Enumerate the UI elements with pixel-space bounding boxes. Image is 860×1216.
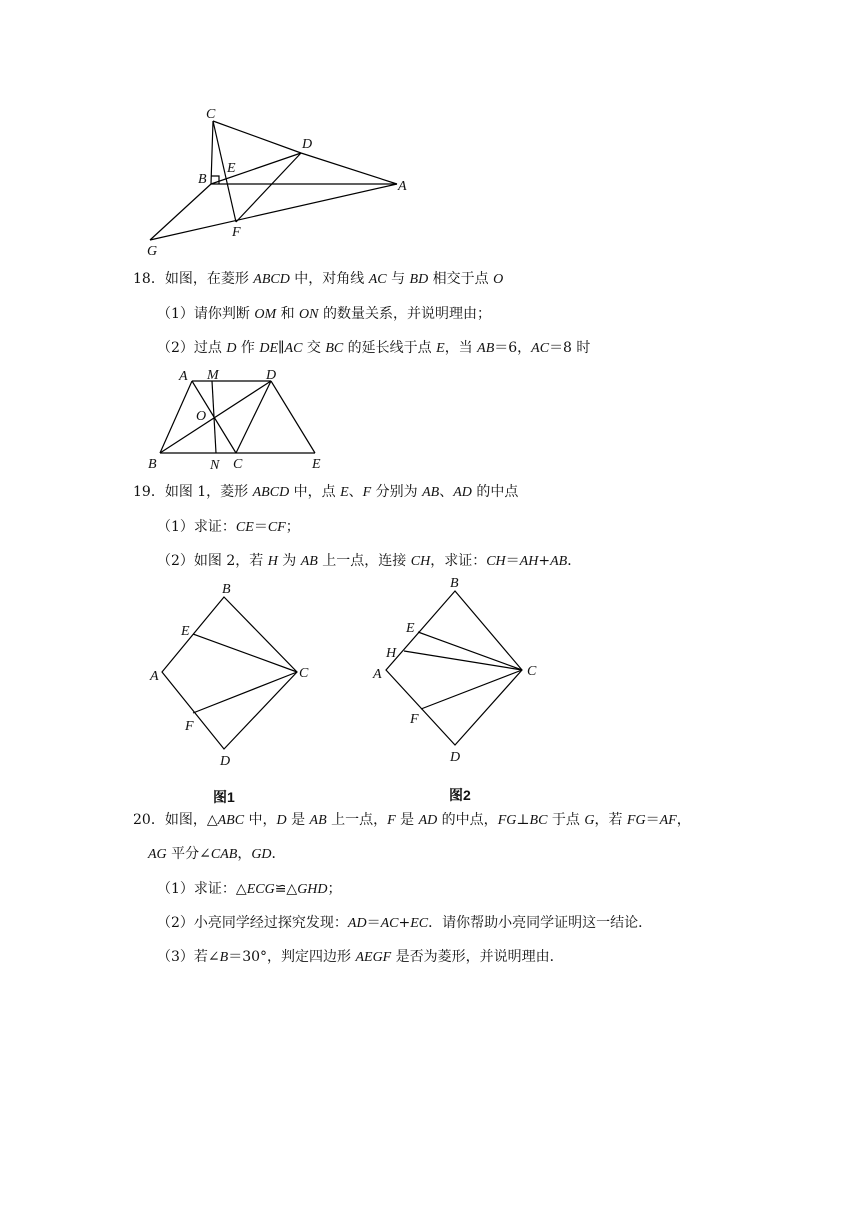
label-f: F: [410, 712, 419, 727]
figure-18: [0, 360, 860, 475]
q20-part-3: （3）若∠B＝30°，判定四边形 AEGF 是否为菱形，并说明理由．: [157, 949, 564, 965]
label-n: N: [210, 458, 220, 473]
label-e: E: [181, 624, 190, 639]
label-d: D: [302, 137, 313, 152]
q20-part-2: （2）小亮同学经过探究发现：AD＝AC+EC．请你帮助小亮同学证明这一结论．: [157, 915, 653, 931]
rhombus: [386, 591, 522, 745]
label-b: B: [198, 172, 207, 187]
caption-figure-2: 图2: [449, 787, 471, 803]
q19-stem: 19．如图 1，菱形 ABCD 中，点 E、F 分别为 AB、AD 的中点: [133, 484, 519, 500]
label-h: H: [386, 646, 397, 661]
segment: [211, 153, 301, 184]
label-e: E: [312, 457, 321, 472]
segment: [404, 651, 522, 670]
label-f: F: [185, 719, 194, 734]
label-d: D: [266, 368, 277, 383]
label-b: B: [450, 576, 459, 591]
segment: [150, 184, 211, 240]
label-a: A: [373, 667, 382, 682]
label-e: E: [227, 161, 236, 176]
q18-part-2: （2）过点 D 作 DE∥AC 交 BC 的延长线于点 E，当 AB＝6，AC＝8 时: [157, 340, 591, 356]
label-o: O: [196, 409, 207, 424]
label-a: A: [150, 669, 159, 684]
label-c: C: [233, 457, 243, 472]
label-e: E: [406, 621, 415, 636]
label-c: C: [299, 666, 309, 681]
q19-part-2: （2）如图 2，若 H 为 AB 上一点，连接 CH，求证：CH＝AH+AB．: [157, 553, 582, 569]
label-g: G: [147, 244, 158, 259]
segment: [150, 184, 397, 240]
label-m: M: [207, 368, 219, 383]
label-a: A: [398, 179, 407, 194]
q19-part-1: （1）求证：CE＝CF；: [157, 519, 300, 535]
label-d: D: [450, 750, 461, 765]
label-a: A: [179, 369, 188, 384]
figure-19-2: [0, 575, 860, 810]
segment: [236, 153, 301, 222]
segment: [211, 121, 213, 184]
segment: [421, 670, 522, 709]
q18-stem: 18．如图，在菱形 ABCD 中，对角线 AC 与 BD 相交于点 O: [133, 271, 504, 287]
label-b: B: [222, 582, 231, 597]
segment: [213, 121, 301, 153]
q20-part-1: （1）求证：△ECG≌△GHD；: [157, 881, 342, 897]
label-f: F: [232, 225, 241, 240]
q20-stem-line-2: AG 平分∠CAB，GD．: [148, 846, 286, 862]
q20-stem: 20．如图，△ABC 中，D 是 AB 上一点，F 是 AD 的中点，FG⊥BC 于点 G，若 FG＝AF，: [133, 812, 691, 828]
q18-part-1: （1）请你判断 OM 和 ON 的数量关系，并说明理由；: [157, 306, 491, 322]
label-d: D: [220, 754, 231, 769]
label-c: C: [206, 107, 216, 122]
segment: [271, 381, 315, 453]
segment: [301, 153, 397, 184]
label-b: B: [148, 457, 157, 472]
caption-figure-1: 图1: [213, 789, 235, 805]
label-c: C: [527, 664, 537, 679]
figure-17: [0, 0, 860, 270]
